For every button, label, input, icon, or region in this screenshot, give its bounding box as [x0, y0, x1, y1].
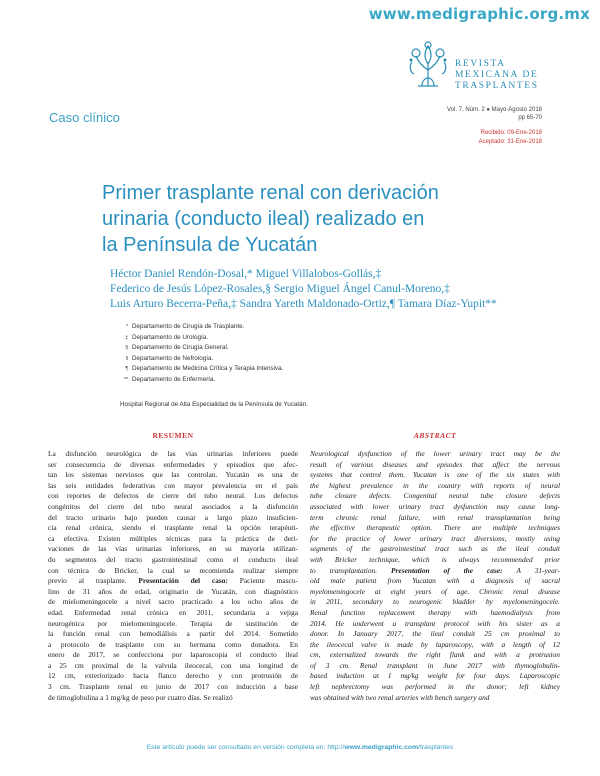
hospital-name: Hospital Regional de Alta Especialidad de la Península de Yucatán.	[120, 401, 308, 408]
abstract-text	[310, 449, 560, 703]
text-line: edad. Enfermedad renal crónica en 2011, secundaria a vejiga	[48, 607, 298, 617]
text-line: based induction at 1 mg/kg weight for four days. Laparoscopic	[310, 671, 560, 681]
text-line: de mielomeningocele a nivel sacro practicado a los ocho años de	[48, 597, 298, 607]
issue-info: Vol. 7, Núm. 2 ● Mayo-Agosto 2018	[446, 107, 542, 113]
text-line: cm, externalized towards the right flank and with a protrusion	[310, 650, 560, 660]
text-line: del tracto urinario bajo pueden causar a largo plazo insuficien-	[48, 512, 298, 522]
text-line: myelomeningocele at eight years of age. Chronic renal disease	[310, 586, 560, 596]
affiliation-mark: *	[126, 324, 128, 330]
text-line: associated with lower urinary tract dysfunction may cause long-	[310, 501, 560, 511]
text-line: la función renal con hemodiálisis a partir del 2014. Sometido	[48, 629, 298, 639]
text-line: lino de 31 años de edad, originario de Yucatán, con diagnóstico	[48, 586, 298, 596]
affiliation-text: Departamento de Cirugía de Trasplante.	[132, 323, 245, 330]
affiliation-text: Departamento de Cirugía General.	[132, 344, 229, 351]
page-range: pp 65-70	[518, 115, 542, 121]
text-line: congénitos del cierre del tubo neural asociados a la disfunción	[48, 501, 298, 511]
journal-name	[455, 59, 539, 92]
author-line: Luis Arturo Becerra-Peña,‡ Sandra Yareth Maldonado-Ortiz,¶ Tamara Díaz-Yupit**	[110, 298, 497, 310]
text-line: 2014. He underwent a transplant protocol with his sister as a	[310, 618, 560, 628]
abstract-heading: ABSTRACT	[413, 431, 457, 440]
article-title	[102, 180, 502, 258]
text-line: de timoglobulina a 1 mg/kg de peso por cuatro días. Se realizó	[48, 692, 233, 702]
text-line: to transplantation. Presentation of the case: A 31-year-	[310, 565, 560, 575]
tree-with-figures-logo-icon	[404, 40, 452, 90]
affiliation-mark: ‡	[125, 334, 128, 341]
affiliation-mark: ¶	[125, 366, 128, 372]
received-date: Recibido: 09-Ene-2018	[480, 130, 542, 136]
title-line: urinaria (conducto ileal) realizado en	[102, 208, 425, 230]
footer-url[interactable]: www.medigraphic.com	[344, 744, 419, 751]
title-line: la Península de Yucatán	[102, 234, 318, 256]
site-url[interactable]: www.medigraphic.org.mx	[368, 5, 590, 23]
affiliation-text: Departamento de Medicina Crítica y Terapia Intensiva.	[132, 365, 284, 372]
affiliation-mark: §	[125, 345, 128, 351]
affiliation-item	[118, 322, 283, 333]
author-list	[110, 267, 570, 312]
section-label: Caso clínico	[49, 110, 120, 125]
affiliation-text: Departamento de Urología.	[132, 333, 208, 341]
footer-prefix: Este artículo puede ser consultado en versión completa en: http://	[146, 744, 345, 751]
accepted-date: Aceptado: 31-Ene-2018	[478, 139, 542, 145]
text-line: enero de 2017, se confecciona por laparoscopia el conducto ileal	[48, 650, 298, 660]
resumen-heading: RESUMEN	[152, 431, 194, 440]
text-line: the effective therapeutic option. There are multiple techniques	[310, 523, 560, 533]
text-line: left nephrectomy was performed in the donor; left kidney	[310, 682, 560, 692]
text-line: ca efectiva. Existen múltiples técnicas para la práctica de deri-	[48, 533, 298, 543]
affiliation-item	[118, 364, 283, 375]
text-line: con reportes de defectos de cierre del tubo neural. Los defectos	[48, 491, 298, 501]
text-line: previo al trasplante. Presentación del caso: Paciente mascu-	[48, 576, 298, 586]
journal-name-line: MEXICANA DE	[455, 70, 539, 80]
resumen-text	[48, 449, 298, 703]
text-line: vaciones de las vías urinarias inferiores, en su mayoría utilizan-	[48, 544, 298, 554]
text-line: of 3 cm. Renal transplant in June 2017 with thymoglobulin-	[310, 660, 560, 670]
text-line: ser consecuencia de diversas enfermedades y episodios que afec-	[48, 459, 298, 469]
text-line: segments of the gastrointestinal tract such as the ileal conduit	[310, 544, 560, 554]
affiliation-item	[118, 333, 283, 344]
text-line: La disfunción neurológica de las vías urinarias inferiores puede	[48, 449, 298, 458]
text-line: do segmentos del tracto gastrointestinal como el conducto ileal	[48, 554, 298, 564]
affiliation-mark: **	[124, 376, 128, 383]
text-line: was obtained with two renal arteries with bench surgery and	[310, 692, 490, 702]
text-line: neurogénica por mielomeningocele. Terapia de sustitución de	[48, 618, 298, 628]
text-line: tube closure defects. Congenital neural tube closure defects	[310, 491, 560, 501]
text-line: with Bricker technique, which is always recommended prior	[310, 554, 560, 564]
text-line: las seis entidades federativas con mayor prevalencia en el país	[48, 480, 298, 490]
footer-note[interactable]	[0, 744, 600, 751]
text-line: 3 cm. Trasplante renal en junio de 2017 con inducción a base	[48, 682, 298, 692]
text-line: 12 cm, exteriorizado hacia flanco derecho y con protrusión de	[48, 671, 298, 681]
author-line: Héctor Daniel Rendón-Dosal,* Miguel Villalobos-Gollás,‡	[110, 268, 382, 280]
text-line: the ileocecal valve is made by laparoscopy, with a length of 12	[310, 639, 560, 649]
text-line: a 25 cm proximal de la valvula ileocecal, con una longitud de	[48, 660, 298, 670]
author-line: Federico de Jesús López-Rosales,§ Sergio Miguel Ángel Canul-Moreno,‡	[110, 283, 450, 295]
text-line: con técnica de Bricker, la cual se recomienda realizar siempre	[48, 565, 298, 575]
text-line: in 2011, secondary to neurogenic bladder by myelomeningocele.	[310, 597, 560, 607]
affiliation-item	[118, 354, 283, 365]
affiliation-mark: ‖	[125, 355, 128, 362]
title-line: Primer trasplante renal con derivación	[102, 182, 439, 204]
affiliation-text: Departamento de Enfermería.	[132, 375, 216, 383]
footer-suffix: /trasplantes	[418, 744, 454, 751]
journal-name-line: REVISTA	[455, 59, 506, 69]
text-line: cia renal crónica, siendo el trasplante renal la opción terapéuti-	[48, 523, 298, 533]
text-line: the highest prevalence in the country with reports of neural	[310, 480, 560, 490]
affiliation-item	[118, 375, 283, 386]
top-band	[0, 0, 600, 26]
affiliation-list	[118, 322, 283, 385]
text-line: for the practice of lower urinary tract diversions, mostly using	[310, 533, 560, 543]
text-line: Neurological dysfunction of the lower urinary tract may be the	[310, 449, 560, 458]
text-line: result of various diseases and episodes that affect the nervous	[310, 459, 560, 469]
journal-name-line: TRASPLANTES	[455, 81, 539, 91]
affiliation-text: Departamento de Nefrología.	[132, 354, 214, 362]
text-line: systems that control them. Yucatan is one of the six states with	[310, 470, 560, 480]
text-line: a protocolo de trasplante con su hermana como donadora. En	[48, 639, 298, 649]
text-line: Renal function replacement therapy with haemodialysis from	[310, 607, 560, 617]
text-line: donor. In January 2017, the ileal conduit 25 cm proximal to	[310, 629, 560, 639]
text-line: term chronic renal failure, with renal transplantation being	[310, 512, 560, 522]
text-line: tan los sistemas nerviosos que las controlan. Yucatán es una de	[48, 470, 298, 480]
text-line: old male patient from Yucatan with a diagnosis of sacral	[310, 576, 560, 586]
affiliation-item	[118, 343, 283, 354]
